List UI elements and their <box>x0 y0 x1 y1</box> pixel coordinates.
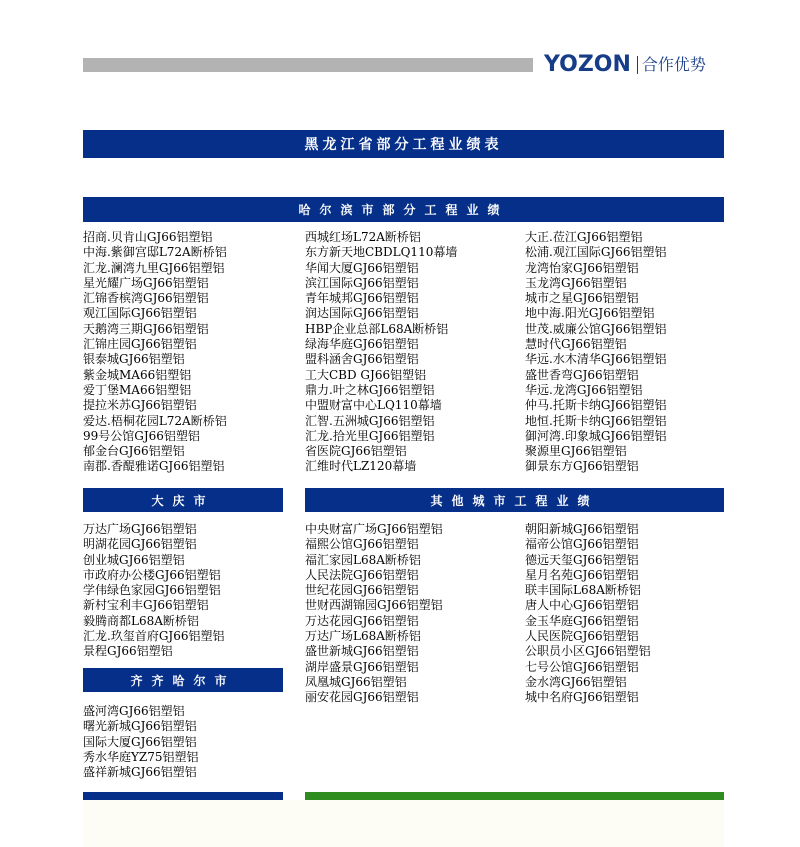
project-item: 大正.莅江GJ66铝塑铝 <box>525 230 643 244</box>
project-item: 联丰国际L68A断桥铝 <box>525 583 641 598</box>
project-item: 中海.紫御宫邸L72A断桥铝 <box>83 245 227 260</box>
project-item: 中盟财富中心LQ110幕墙 <box>305 398 442 413</box>
project-item: 学伟绿色家园GJ66铝塑铝 <box>83 583 221 598</box>
qiqihar-list <box>83 704 199 780</box>
project-item: 万达广场GJ66铝塑铝 <box>83 522 197 536</box>
project-item: 世财西湖锦园GJ66铝塑铝 <box>305 598 443 613</box>
project-item: 世纪花园GJ66铝塑铝 <box>305 583 419 598</box>
project-item: 龙湾怡家GJ66铝塑铝 <box>525 260 639 275</box>
project-item: 德远天玺GJ66铝塑铝 <box>525 552 639 567</box>
yozon-logo <box>544 52 706 78</box>
project-item: 提拉米苏GJ66铝塑铝 <box>83 398 197 413</box>
section-title-daqing: 大庆市 <box>83 488 283 512</box>
project-item: 丽安花园GJ66铝塑铝 <box>305 690 419 705</box>
footer-green-bar <box>305 792 724 800</box>
project-item: 人民法院GJ66铝塑铝 <box>305 567 419 582</box>
project-item: 凤凰城GJ66铝塑铝 <box>305 674 407 689</box>
project-item: 地恒.托斯卡纳GJ66铝塑铝 <box>525 413 667 428</box>
project-item: 爱达.梧桐花园L72A断桥铝 <box>83 413 227 428</box>
project-item: 新村宝利丰GJ66铝塑铝 <box>83 598 209 613</box>
project-item: 华闻大厦GJ66铝塑铝 <box>305 260 419 275</box>
project-item: 仲马.托斯卡纳GJ66铝塑铝 <box>525 398 667 413</box>
project-item: 世茂.威廉公馆GJ66铝塑铝 <box>525 321 667 336</box>
project-item: 省医院GJ66铝塑铝 <box>305 444 407 459</box>
project-item: 滨江国际GJ66铝塑铝 <box>305 275 419 290</box>
project-item: 绿海华庭GJ66铝塑铝 <box>305 337 419 352</box>
project-item: 国际大厦GJ66铝塑铝 <box>83 734 197 749</box>
project-item: 鼎力.叶之林GJ66铝塑铝 <box>305 382 435 397</box>
project-item: 御景东方GJ66铝塑铝 <box>525 459 639 474</box>
harbin-list-col2 <box>305 230 457 475</box>
project-item: 汇锦庄园GJ66铝塑铝 <box>83 337 197 352</box>
logo-divider <box>637 56 638 74</box>
logo-slogan: 合作优势 <box>641 55 706 74</box>
project-item: HBP企业总部L68A断桥铝 <box>305 321 449 336</box>
project-item: 汇智.五洲城GJ66铝塑铝 <box>305 413 435 428</box>
project-item: 玉龙湾GJ66铝塑铝 <box>525 275 627 290</box>
project-item: 御河湾.印象城GJ66铝塑铝 <box>525 428 667 443</box>
other-cities-list-col2 <box>525 522 651 706</box>
section-title-qiqihar: 齐齐哈尔市 <box>83 668 283 692</box>
section-title-harbin: 哈尔滨市部分工程业绩 <box>83 197 724 222</box>
project-item: 华远.龙湾GJ66铝塑铝 <box>525 382 643 397</box>
footer-background <box>83 800 724 847</box>
project-item: 银泰城GJ66铝塑铝 <box>83 352 185 367</box>
project-item: 汇维时代LZ120幕墙 <box>305 459 417 474</box>
project-item: 汇龙.澜湾九里GJ66铝塑铝 <box>83 260 225 275</box>
daqing-list <box>83 522 224 660</box>
project-item: 天鹅湾三期GJ66铝塑铝 <box>83 321 209 336</box>
harbin-list-col3 <box>525 230 666 475</box>
project-item: 城市之星GJ66铝塑铝 <box>525 291 639 306</box>
project-item: 润达国际GJ66铝塑铝 <box>305 306 419 321</box>
project-item: 南郡.香醍雅诺GJ66铝塑铝 <box>83 459 225 474</box>
project-item: 盛世香弯GJ66铝塑铝 <box>525 367 639 382</box>
project-item: 招商.贝肯山GJ66铝塑铝 <box>83 230 213 244</box>
project-item: 星月名苑GJ66铝塑铝 <box>525 567 639 582</box>
project-item: 福熙公馆GJ66铝塑铝 <box>305 537 419 552</box>
project-item: 华远.水木清华GJ66铝塑铝 <box>525 352 667 367</box>
logo-text: YOZON <box>544 52 631 77</box>
project-item: 松浦.观江国际GJ66铝塑铝 <box>525 245 667 260</box>
project-item: 99号公馆GJ66铝塑铝 <box>83 428 200 443</box>
project-item: 毅腾商都L68A断桥铝 <box>83 613 199 628</box>
project-item: 聚源里GJ66铝塑铝 <box>525 444 627 459</box>
project-item: 盟科涵舍GJ66铝塑铝 <box>305 352 419 367</box>
project-item: 汇锦香槟湾GJ66铝塑铝 <box>83 291 209 306</box>
project-item: 盛祥新城GJ66铝塑铝 <box>83 765 197 780</box>
project-item: 福帝公馆GJ66铝塑铝 <box>525 537 639 552</box>
harbin-list-col1 <box>83 230 227 475</box>
footer-blue-bar <box>83 792 283 800</box>
project-item: 汇龙.玖玺首府GJ66铝塑铝 <box>83 629 225 644</box>
project-item: 公职员小区GJ66铝塑铝 <box>525 644 651 659</box>
project-item: 紫金城MA66铝塑铝 <box>83 367 192 382</box>
project-item: 城中名府GJ66铝塑铝 <box>525 690 639 705</box>
project-item: 西城红场L72A断桥铝 <box>305 230 421 244</box>
project-item: 湖岸盛景GJ66铝塑铝 <box>305 659 419 674</box>
project-item: 唐人中心GJ66铝塑铝 <box>525 598 639 613</box>
project-item: 七号公馆GJ66铝塑铝 <box>525 659 639 674</box>
project-item: 汇龙.拾光里GJ66铝塑铝 <box>305 428 435 443</box>
project-item: 万达花园GJ66铝塑铝 <box>305 613 419 628</box>
project-item: 中央财富广场GJ66铝塑铝 <box>305 522 443 536</box>
project-item: 人民医院GJ66铝塑铝 <box>525 629 639 644</box>
project-item: 万达广场L68A断桥铝 <box>305 629 421 644</box>
project-item: 郁金台GJ66铝塑铝 <box>83 444 185 459</box>
project-item: 爱丁堡MA66铝塑铝 <box>83 382 192 397</box>
project-item: 金玉华庭GJ66铝塑铝 <box>525 613 639 628</box>
project-item: 曙光新城GJ66铝塑铝 <box>83 719 197 734</box>
project-item: 观江国际GJ66铝塑铝 <box>83 306 197 321</box>
project-item: 地中海.阳光GJ66铝塑铝 <box>525 306 655 321</box>
project-item: 市政府办公楼GJ66铝塑铝 <box>83 567 221 582</box>
project-item: 明湖花园GJ66铝塑铝 <box>83 537 197 552</box>
project-item: 星光耀广场GJ66铝塑铝 <box>83 275 209 290</box>
project-item: 金水湾GJ66铝塑铝 <box>525 674 627 689</box>
project-item: 创业城GJ66铝塑铝 <box>83 552 185 567</box>
project-item: 工大CBD GJ66铝塑铝 <box>305 367 427 382</box>
project-item: 东方新天地CBDLQ110幕墙 <box>305 245 458 260</box>
header-gray-bar <box>83 58 533 72</box>
section-title-other-cities: 其他城市工程业绩 <box>305 488 724 512</box>
project-item: 盛河湾GJ66铝塑铝 <box>83 704 185 718</box>
project-item: 景程GJ66铝塑铝 <box>83 644 173 659</box>
project-item: 朝阳新城GJ66铝塑铝 <box>525 522 639 536</box>
project-item: 慧时代GJ66铝塑铝 <box>525 337 627 352</box>
project-item: 盛世新城GJ66铝塑铝 <box>305 644 419 659</box>
project-item: 秀水华庭YZ75铝塑铝 <box>83 749 199 764</box>
other-cities-list-col1 <box>305 522 443 706</box>
page-title: 黑龙江省部分工程业绩表 <box>83 130 724 158</box>
project-item: 福汇家园L68A断桥铝 <box>305 552 421 567</box>
project-item: 青年城邦GJ66铝塑铝 <box>305 291 419 306</box>
